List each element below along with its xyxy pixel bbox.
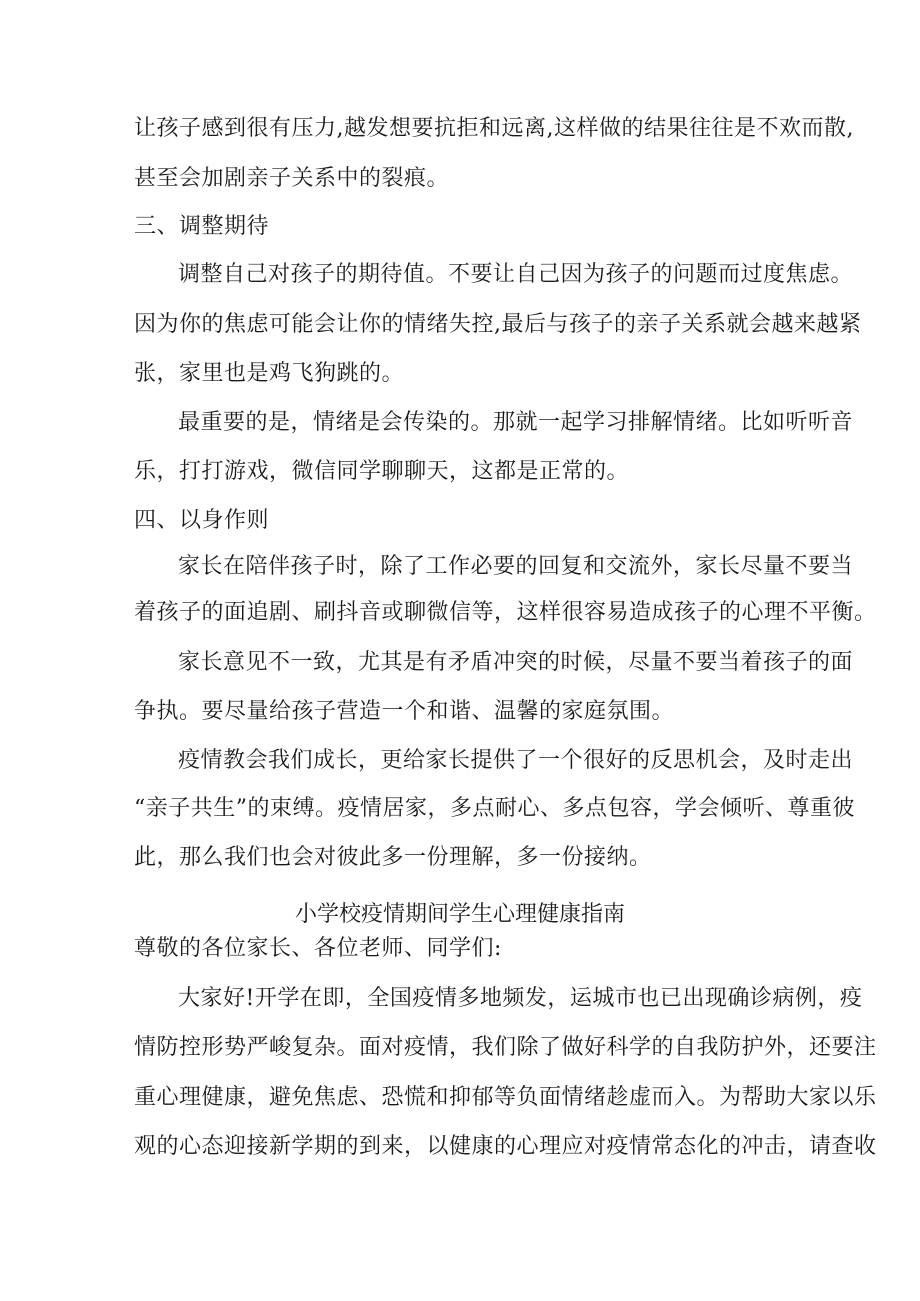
text-line: 疫情教会我们成长，更给家长提供了一个很好的反思机会，及时走出 xyxy=(178,748,854,773)
text-line: 着孩子的面追剧、刷抖音或聊微信等，这样很容易造成孩子的心理不平衡。 xyxy=(134,600,877,625)
greeting-line: 尊敬的各位家长、各位老师、同学们: xyxy=(134,936,502,961)
text-line: 让孩子感到很有压力,越发想要抗拒和远离,这样做的结果往往是不欢而散, xyxy=(134,116,854,141)
text-line: 张，家里也是鸡飞狗跳的。 xyxy=(134,361,405,386)
section-heading: 四、以身作则 xyxy=(134,508,270,533)
text-line: 此，那么我们也会对彼此多一份理解，多一份接纳。 xyxy=(134,845,652,870)
text-line: 家长意见不一致，尤其是有矛盾冲突的时候，尽量不要当着孩子的面 xyxy=(178,650,854,675)
text-line: 情防控形势严峻复杂。面对疫情，我们除了做好科学的自我防护外，还要注 xyxy=(134,1035,877,1060)
text-line: 观的心态迎接新学期的到来，以健康的心理应对疫情常态化的冲击，请查收 xyxy=(134,1134,877,1159)
text-line: 甚至会加剧亲子关系中的裂痕。 xyxy=(134,166,450,191)
text-line: 因为你的焦虑可能会让你的情绪失控,最后与孩子的亲子关系就会越来越紧 xyxy=(134,312,862,337)
text-line: 调整自己对孩子的期待值。不要让自己因为孩子的问题而过度焦虑。 xyxy=(178,262,854,287)
text-line: 家长在陪伴孩子时，除了工作必要的回复和交流外，家长尽量不要当 xyxy=(178,554,854,579)
text-line: 争执。要尽量给孩子营造一个和谐、温馨的家庭氛围。 xyxy=(134,699,675,724)
text-line: 重心理健康，避免焦虑、恐慌和抑郁等负面情绪趁虚而入。为帮助大家以乐 xyxy=(134,1085,877,1110)
text-line: 大家好!开学在即，全国疫情多地频发，运城市也已出现确诊病例，疫 xyxy=(178,986,863,1011)
text-line: 乐，打打游戏，微信同学聊聊天，这都是正常的。 xyxy=(134,459,630,484)
text-line: “亲子共生”的束缚。疫情居家，多点耐心、多点包容，学会倾听、尊重彼 xyxy=(134,796,855,821)
section-heading: 三、调整期待 xyxy=(134,214,270,239)
text-line: 最重要的是，情绪是会传染的。那就一起学习排解情绪。比如听听音 xyxy=(178,410,854,435)
document-title: 小学校疫情期间学生心理健康指南 xyxy=(294,902,625,927)
